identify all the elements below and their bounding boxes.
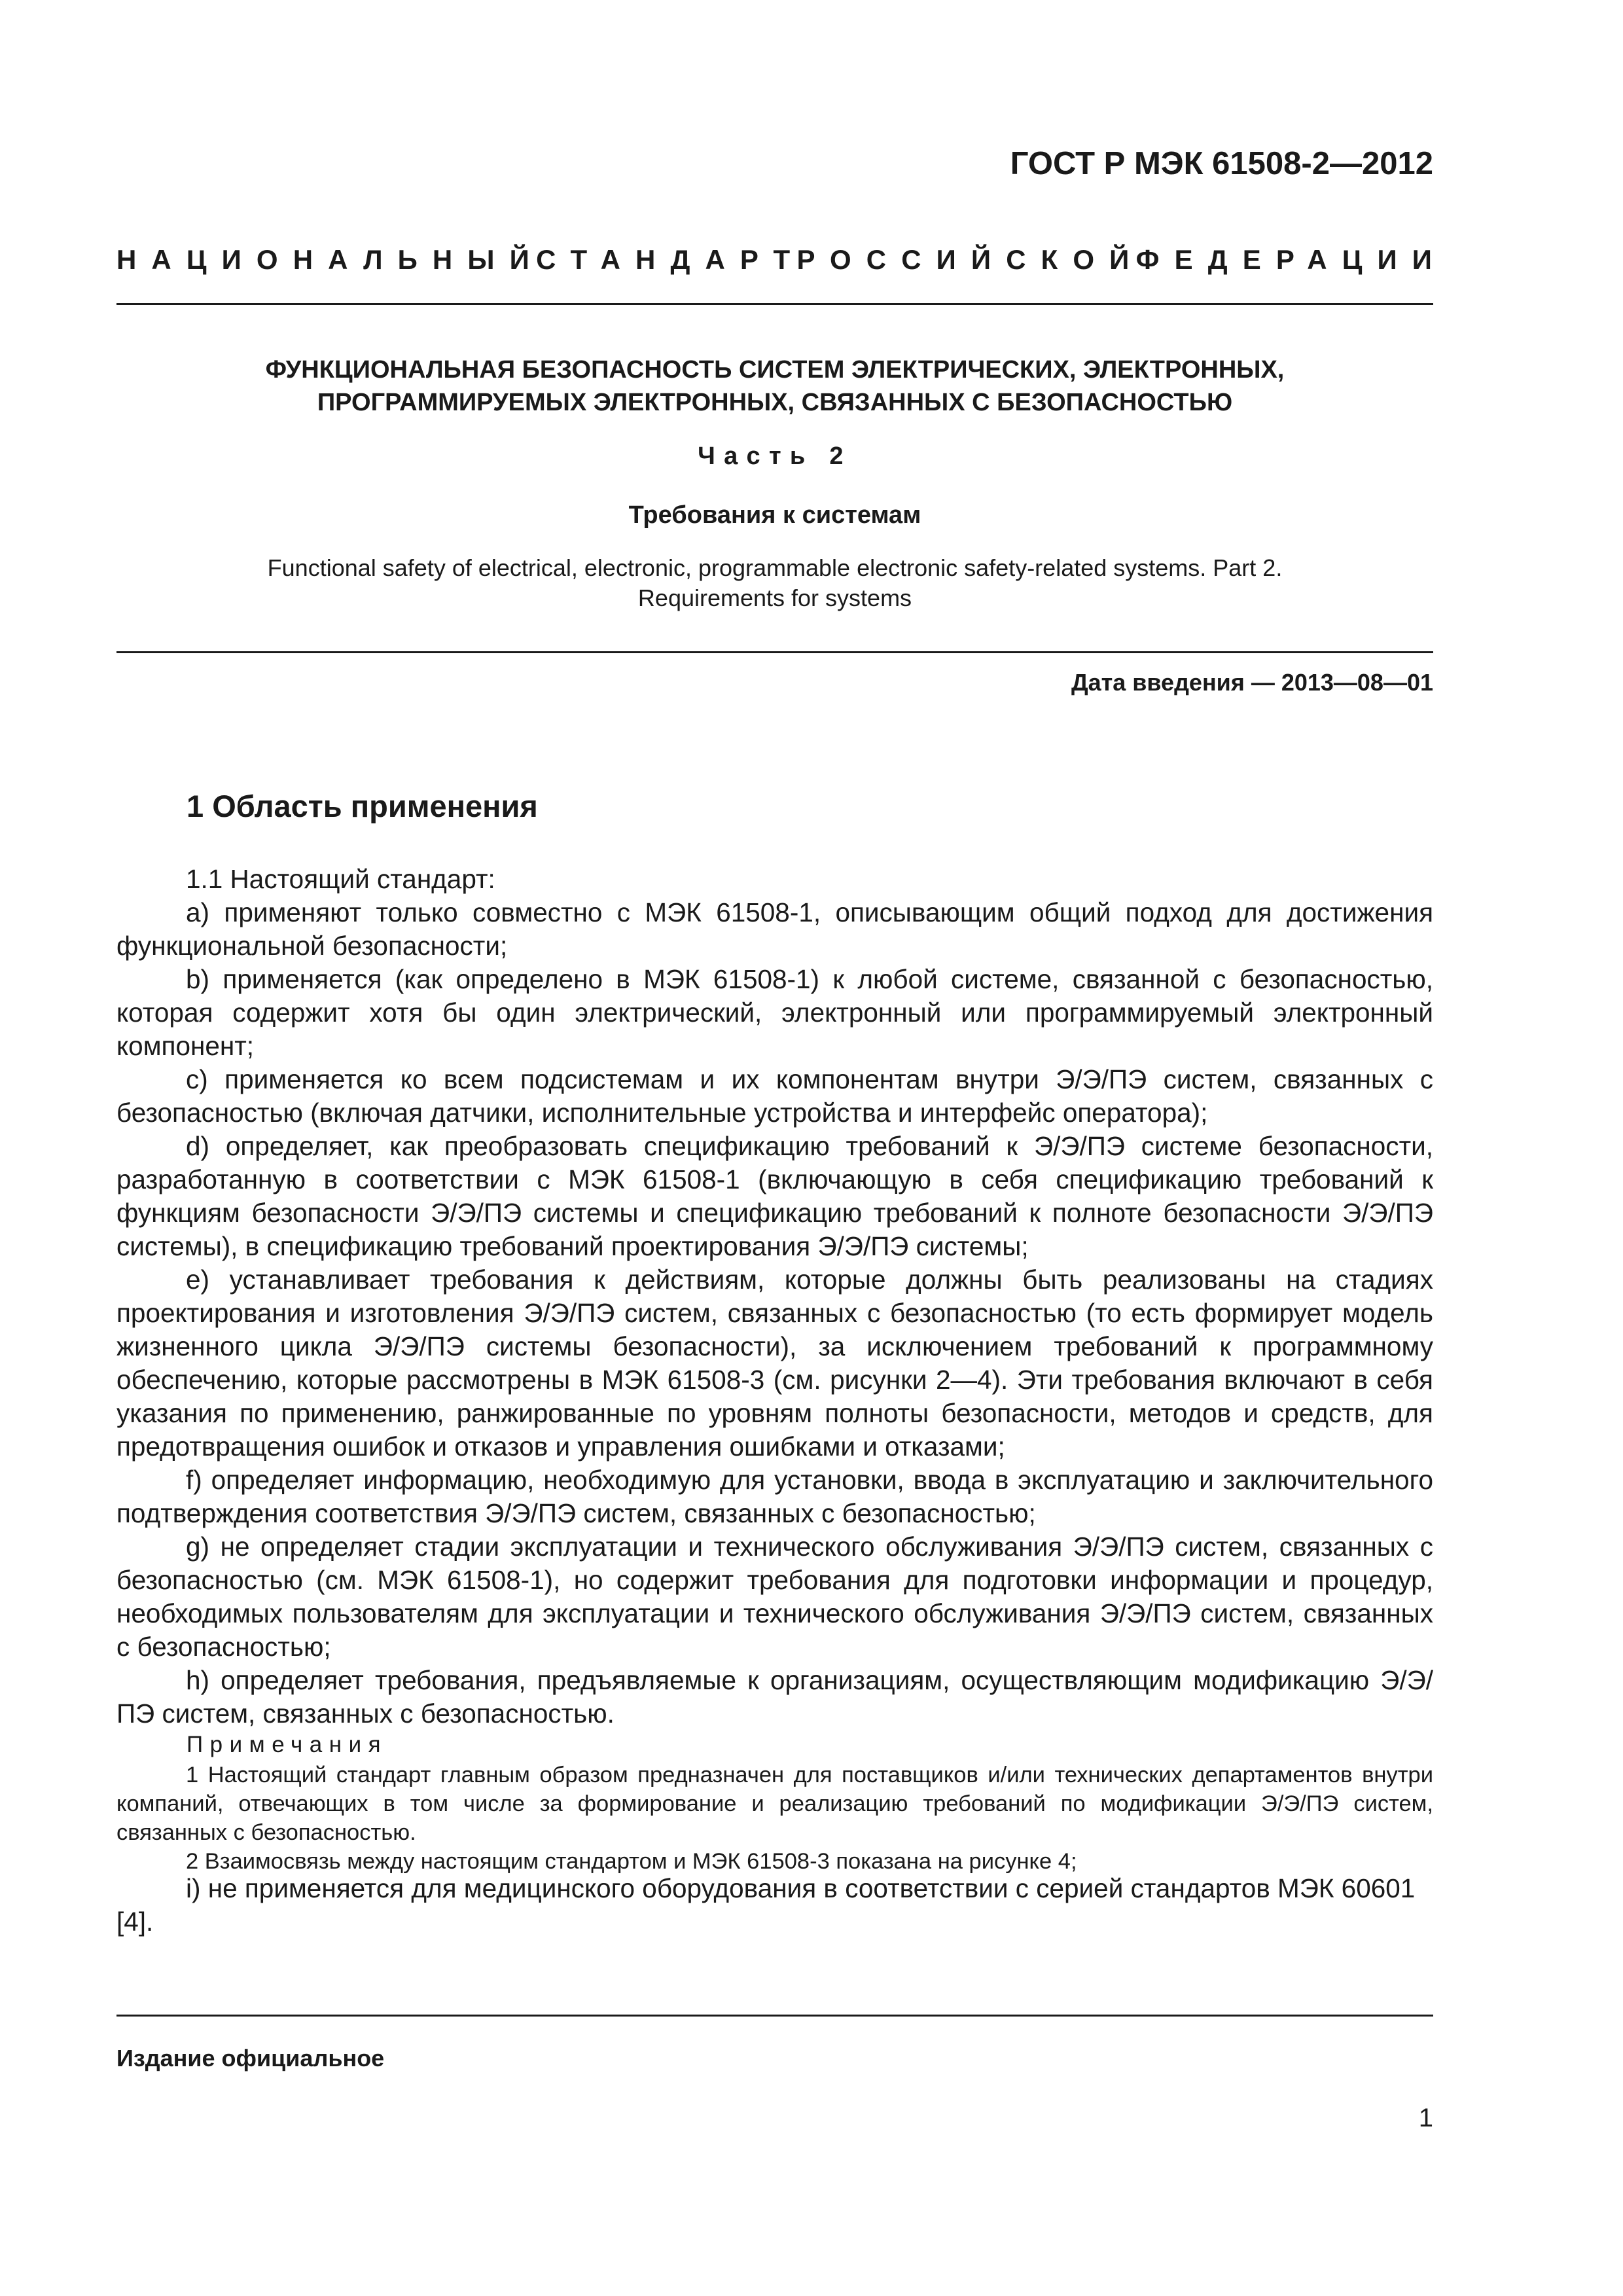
paragraph: 1.1 Настоящий стандарт:	[186, 864, 495, 894]
paragraph: c) применяется ко всем подсистемам и их компонентам внутри Э/Э/ПЭ систем, связанных с безопасностью (включая датчики, исполнительные устройства и интерфейс оператора);	[116, 1064, 1433, 1128]
paragraph: g) не определяет стадии эксплуатации и технического обслуживания Э/Э/ПЭ систем, связанных с безопасностью (см. МЭК 61508-1), но содержит требования для подготовки информации и процедур, необходимых пользователям для эксплуатации и технического обслуживания Э/Э/ПЭ систем, связанных с безопасностью;	[116, 1532, 1433, 1662]
banner-word: ФЕДЕРАЦИИ	[1135, 244, 1448, 275]
national-standard-banner	[116, 244, 1448, 276]
document-subtitle: Требования к системам	[628, 501, 921, 529]
standard-number: ГОСТ Р МЭК 61508-2—2012	[1010, 146, 1433, 181]
document-title	[116, 353, 1433, 419]
banner-word: НАЦИОНАЛЬНЫЙ	[116, 244, 544, 275]
note-item: 1 Настоящий стандарт главным образом предназначен для поставщиков и/или технических департаментов внутри компаний, отвечающих в том числе за формирование и реализацию требований по модификации Э/Э/ПЭ систем, связанных с безопасностью.	[116, 1763, 1433, 1845]
paragraph-item-i: i) не применяется для медицинского оборудования в соответствии с серией стандартов МЭК 60601 [4].	[116, 1873, 1416, 1937]
footer-divider	[116, 2015, 1433, 2017]
paragraph: a) применяют только совместно с МЭК 61508-1, описывающим общий подход для достижения функциональной безопасности;	[116, 897, 1433, 961]
english-title-line: Functional safety of electrical, electronic, programmable electronic safety-related systems. Part 2.	[267, 554, 1283, 581]
part-label: Часть 2	[698, 442, 852, 470]
english-title-line: Requirements for systems	[637, 584, 912, 611]
paragraph: d) определяет, как преобразовать спецификацию требований к Э/Э/ПЭ системе безопасности, разработанную в соответствии с МЭК 61508-1 (включающую в себя спецификацию требований к функциям безопасности Э/Э/ПЭ системы и спецификацию требований к полноте безопасности Э/Э/ПЭ системы), в спецификацию требований проектирования Э/Э/ПЭ системы;	[116, 1131, 1433, 1261]
page-number: 1	[1418, 2104, 1433, 2132]
paragraph: b) применяется (как определено в МЭК 61508-1) к любой системе, связанной с безопасностью, которая содержит хотя бы один электрический, электронный или программируемый электронный компонент;	[116, 964, 1433, 1061]
note-item: 2 Взаимосвязь между настоящим стандартом и МЭК 61508-3 показана на рисунке 4;	[186, 1849, 1077, 1874]
section-body	[116, 863, 1433, 1731]
section-heading: 1 Область применения	[187, 789, 538, 823]
notes-list	[116, 1761, 1433, 1876]
title-line: ФУНКЦИОНАЛЬНАЯ БЕЗОПАСНОСТЬ СИСТЕМ ЭЛЕКТРИЧЕСКИХ, ЭЛЕКТРОННЫХ,	[265, 356, 1285, 384]
notes-heading: Примечания	[187, 1732, 388, 1757]
edition-label: Издание официальное	[116, 2045, 385, 2072]
paragraph: e) устанавливает требования к действиям, которые должны быть реализованы на стадиях проектирования и изготовления Э/Э/ПЭ систем, связанных с безопасностью (то есть формирует модель жизненного цикла Э/Э/ПЭ системы безопасности), за исключением требований к программному обеспечению, которые рассмотрены в МЭК 61508-3 (см. рисунки 2—4). Эти требования включают в себя указания по применению, ранжированные по уровням полноты безопасности, методов и средств, для предотвращения ошибок и отказов и управления ошибками и отказами;	[116, 1265, 1433, 1462]
english-title	[116, 553, 1433, 613]
title-divider	[116, 651, 1433, 653]
paragraph: h) определяет требования, предъявляемые к организациям, осуществляющим модификацию Э/Э/ПЭ систем, связанных с безопасностью.	[116, 1665, 1433, 1729]
title-line: ПРОГРАММИРУЕМЫХ ЭЛЕКТРОННЫХ, СВЯЗАННЫХ С БЕЗОПАСНОСТЬЮ	[317, 389, 1233, 416]
header-divider	[116, 303, 1433, 305]
introduction-date: Дата введения — 2013—08—01	[1071, 669, 1433, 696]
banner-word: СТАНДАРТ	[536, 244, 806, 275]
paragraph: f) определяет информацию, необходимую для установки, ввода в эксплуатацию и заключительного подтверждения соответствия Э/Э/ПЭ систем, связанных с безопасностью;	[116, 1465, 1433, 1528]
banner-word: РОССИЙСКОЙ	[796, 244, 1145, 275]
